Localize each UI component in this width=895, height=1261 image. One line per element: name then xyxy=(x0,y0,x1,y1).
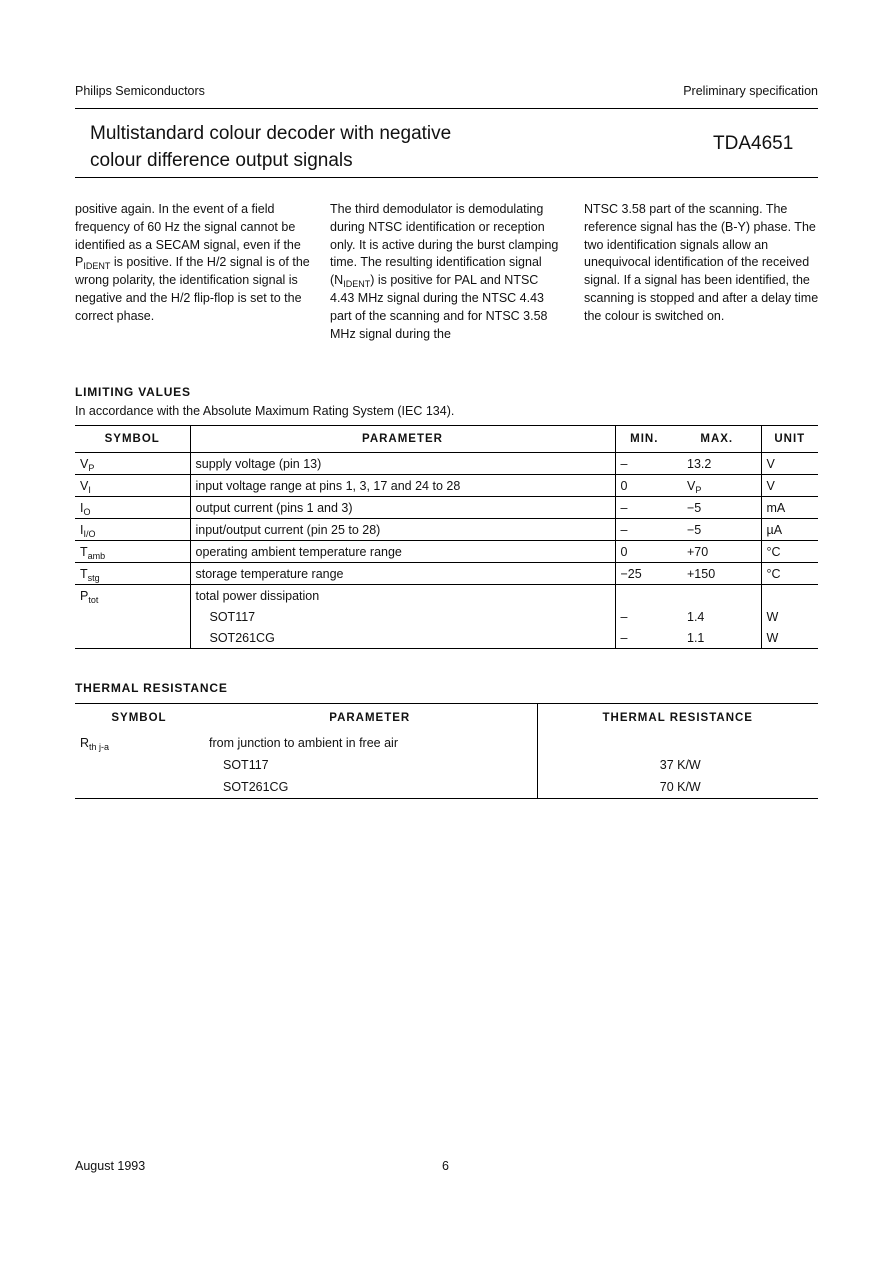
max-cell: −5 xyxy=(673,519,761,541)
col-header-parameter: PARAMETER xyxy=(329,712,411,724)
value-cell xyxy=(537,732,818,754)
document-title xyxy=(90,120,451,174)
col-header-thermal-resistance: THERMAL RESISTANCE xyxy=(537,704,818,733)
min-cell: – xyxy=(615,497,673,519)
parameter-cell: input/output current (pin 25 to 28) xyxy=(190,519,615,541)
parameter-cell: total power dissipation xyxy=(190,585,615,607)
max-cell: 1.1 xyxy=(687,630,705,645)
subscript: IDENT xyxy=(343,279,371,290)
table-row xyxy=(75,475,818,497)
table-row xyxy=(75,732,818,754)
symbol-cell: $I_{I/O}$ xyxy=(75,519,190,541)
parameter-cell: from junction to ambient in free air xyxy=(209,736,398,750)
parameter-cell: output current (pins 1 and 3) xyxy=(190,497,615,519)
table-row xyxy=(75,627,818,649)
min-cell xyxy=(615,585,673,607)
symbol-cell xyxy=(75,627,190,649)
paragraph xyxy=(75,201,311,326)
thermal-resistance-table xyxy=(75,703,818,799)
table-header-row xyxy=(75,704,818,733)
col-header-parameter: PARAMETER xyxy=(190,426,615,453)
paragraph: NTSC 3.58 part of the scanning. The reference signal has the (B-Y) phase. The two identification signals allow an unequivocal identification of the received signal. If a signal has been identified, the scanning is stopped and after a delay time the colour is switched on. xyxy=(584,202,819,323)
text-column-2 xyxy=(330,201,566,343)
min-cell: 0 xyxy=(615,475,673,497)
parameter-cell: SOT261CG xyxy=(223,780,289,794)
symbol-cell: $R_{th j-a}$ xyxy=(80,736,110,752)
text-column-1 xyxy=(75,201,311,326)
text-run: is positive. If the H/2 signal is of the wrong polarity, the identification signal is negative and the H/2 flip-flop is set to the correct phase. xyxy=(75,255,310,323)
parameter-cell: SOT117 xyxy=(223,758,269,772)
min-cell: – xyxy=(615,453,673,475)
min-cell: – xyxy=(615,606,673,627)
table-row xyxy=(75,497,818,519)
parameter-cell: SOT117 xyxy=(190,606,615,627)
thermal-resistance-title: THERMAL RESISTANCE xyxy=(75,681,228,695)
parameter-cell: storage temperature range xyxy=(190,563,615,585)
value-cell: 70 K/W xyxy=(537,776,818,799)
col-header-unit: UNIT xyxy=(761,426,818,453)
table-row xyxy=(75,519,818,541)
table-row xyxy=(75,541,818,563)
col-header-symbol: SYMBOL xyxy=(111,712,167,724)
min-cell: −25 xyxy=(615,563,673,585)
max-cell xyxy=(673,585,761,607)
unit-cell: W xyxy=(761,627,818,649)
min-cell: 0 xyxy=(615,541,673,563)
symbol-cell: $P_{tot}$ xyxy=(80,588,99,605)
unit-cell: V xyxy=(761,453,818,475)
max-cell: −5 xyxy=(673,497,761,519)
header-rule xyxy=(75,108,818,109)
symbol-cell: $T_{stg}$ xyxy=(75,563,190,585)
document-type: Preliminary specification xyxy=(683,84,818,98)
symbol-cell: $V_P$ xyxy=(75,453,190,475)
unit-cell: °C xyxy=(761,541,818,563)
table-row xyxy=(75,585,818,607)
max-cell: +70 xyxy=(673,541,761,563)
max-cell: +150 xyxy=(673,563,761,585)
table-row xyxy=(75,606,818,627)
table-row xyxy=(75,776,818,799)
unit-cell xyxy=(761,585,818,607)
table-header-row xyxy=(75,426,818,453)
part-number: TDA4651 xyxy=(713,133,794,154)
symbol-cell: $V_I$ xyxy=(75,475,190,497)
value-cell: 37 K/W xyxy=(537,754,818,776)
text-run: positive again. In the event of a field frequency of 60 Hz the signal cannot be identified as a SECAM signal, even if the P xyxy=(75,202,301,270)
col-header-max: MAX. xyxy=(673,426,761,453)
unit-cell: mA xyxy=(761,497,818,519)
parameter-cell: SOT261CG xyxy=(190,627,615,649)
min-cell: – xyxy=(615,519,673,541)
parameter-cell: supply voltage (pin 13) xyxy=(190,453,615,475)
max-cell: $V_P$ xyxy=(673,475,761,497)
subscript: IDENT xyxy=(83,261,111,272)
limiting-values-intro: In accordance with the Absolute Maximum Rating System (IEC 134). xyxy=(75,404,455,418)
unit-cell: °C xyxy=(761,563,818,585)
symbol-cell xyxy=(75,754,203,776)
text-run: ) is positive for PAL and NTSC 4.43 MHz signal during the NTSC 4.43 part of the scanning and for NTSC 3.58 MHz signal during the xyxy=(330,273,548,341)
footer-date: August 1993 xyxy=(75,1159,146,1173)
limiting-values-table xyxy=(75,425,818,649)
limiting-values-title: LIMITING VALUES xyxy=(75,385,191,399)
symbol-cell: $I_O$ xyxy=(75,497,190,519)
col-header-symbol: SYMBOL xyxy=(75,426,190,453)
symbol-cell xyxy=(75,606,190,627)
symbol-cell: $T_{amb}$ xyxy=(75,541,190,563)
title-line-2: colour difference output signals xyxy=(90,150,353,171)
unit-cell: µA xyxy=(761,519,818,541)
table-row xyxy=(75,754,818,776)
max-cell: 1.4 xyxy=(687,609,705,624)
col-header-min: MIN. xyxy=(615,426,673,453)
table-row xyxy=(75,563,818,585)
symbol-cell xyxy=(75,776,203,799)
min-cell: – xyxy=(615,627,673,649)
title-rule xyxy=(75,177,818,178)
table-row xyxy=(75,453,818,475)
max-cell: 13.2 xyxy=(673,453,761,475)
text-run: The third demodulator is demodulating during NTSC identification or reception only. It is active during the burst clamping time. The resulting identification signal (N xyxy=(330,202,559,288)
paragraph xyxy=(330,201,566,343)
page-number: 6 xyxy=(442,1159,449,1173)
parameter-cell: operating ambient temperature range xyxy=(190,541,615,563)
text-column-3 xyxy=(584,201,820,326)
parameter-cell: input voltage range at pins 1, 3, 17 and 24 to 28 xyxy=(190,475,615,497)
unit-cell: V xyxy=(761,475,818,497)
title-line-1: Multistandard colour decoder with negative xyxy=(90,123,452,144)
company-name: Philips Semiconductors xyxy=(75,84,205,98)
unit-cell: W xyxy=(761,606,818,627)
